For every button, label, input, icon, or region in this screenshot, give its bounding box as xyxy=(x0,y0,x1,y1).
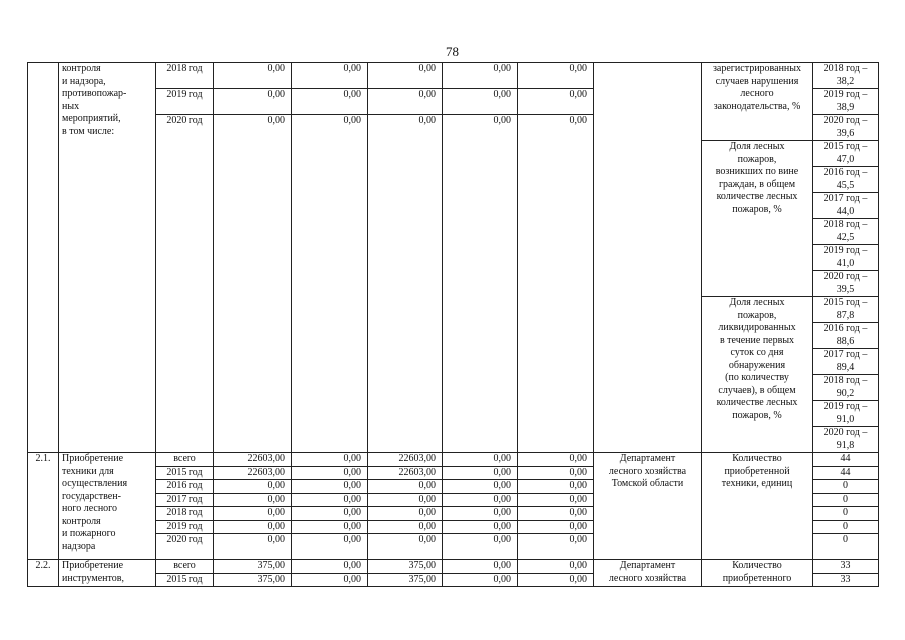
local-cell: 0,00 xyxy=(443,480,518,494)
local-cell: 0,00 xyxy=(443,453,518,467)
total-cell: 0,00 xyxy=(214,89,292,115)
total-cell: 0,00 xyxy=(214,534,292,560)
federal-cell: 0,00 xyxy=(292,63,368,89)
regional-cell: 0,00 xyxy=(368,534,443,560)
indicator-name: зарегистрированных случаев нарушения лесного законодательства, % xyxy=(702,63,813,141)
year-cell: 2019 год xyxy=(156,89,214,115)
extra-cell: 0,00 xyxy=(518,466,594,480)
year-cell: 2017 год xyxy=(156,493,214,507)
indicator-value: 2018 год – 42,5 xyxy=(813,219,879,245)
indicator-value: 2017 год – 89,4 xyxy=(813,349,879,375)
executor-cell: Департамент лесного хозяйства xyxy=(594,560,702,587)
year-cell: 2018 год xyxy=(156,63,214,89)
federal-cell: 0,00 xyxy=(292,534,368,560)
local-cell: 0,00 xyxy=(443,534,518,560)
year-cell: 2016 год xyxy=(156,480,214,494)
extra-cell: 0,00 xyxy=(518,507,594,521)
regional-cell: 0,00 xyxy=(368,493,443,507)
local-cell: 0,00 xyxy=(443,466,518,480)
year-cell: 2020 год xyxy=(156,534,214,560)
indicator-value: 33 xyxy=(813,560,879,574)
indicator-value: 0 xyxy=(813,520,879,534)
table-row xyxy=(28,560,879,574)
regional-cell: 22603,00 xyxy=(368,466,443,480)
indicator-value: 2015 год – 87,8 xyxy=(813,297,879,323)
total-cell: 22603,00 xyxy=(214,466,292,480)
extra-cell: 0,00 xyxy=(518,493,594,507)
year-cell: 2015 год xyxy=(156,466,214,480)
indicator-value: 0 xyxy=(813,493,879,507)
federal-cell: 0,00 xyxy=(292,466,368,480)
extra-cell: 0,00 xyxy=(518,115,594,453)
indicator-value: 2020 год – 39,5 xyxy=(813,271,879,297)
indicator-value: 2020 год – 39,6 xyxy=(813,115,879,141)
total-cell: 0,00 xyxy=(214,493,292,507)
indicator-name: Доля лесных пожаров, возникших по вине граждан, в общем количестве лесных пожаров, % xyxy=(702,141,813,297)
activity-name: Приобретение техники для осуществления государствен- ного лесного контроля и пожарного надзора xyxy=(59,453,156,560)
year-cell: 2015 год xyxy=(156,573,214,587)
executor-cell xyxy=(594,63,702,453)
regional-cell: 0,00 xyxy=(368,115,443,453)
extra-cell: 0,00 xyxy=(518,520,594,534)
federal-cell: 0,00 xyxy=(292,573,368,587)
extra-cell: 0,00 xyxy=(518,534,594,560)
year-cell: всего xyxy=(156,560,214,574)
regional-cell: 0,00 xyxy=(368,63,443,89)
local-cell: 0,00 xyxy=(443,520,518,534)
federal-cell: 0,00 xyxy=(292,507,368,521)
year-cell: всего xyxy=(156,453,214,467)
indicator-value: 0 xyxy=(813,534,879,560)
local-cell: 0,00 xyxy=(443,560,518,574)
indicator-name: Количество приобретенного xyxy=(702,560,813,587)
indicator-value: 2018 год – 38,2 xyxy=(813,63,879,89)
activity-name: контроля и надзора, противопожар- ных мероприятий, в том числе: xyxy=(59,63,156,453)
total-cell: 0,00 xyxy=(214,480,292,494)
item-number: 2.2. xyxy=(28,560,59,587)
total-cell: 0,00 xyxy=(214,520,292,534)
indicator-value: 2020 год – 91,8 xyxy=(813,427,879,453)
local-cell: 0,00 xyxy=(443,573,518,587)
federal-cell: 0,00 xyxy=(292,520,368,534)
total-cell: 22603,00 xyxy=(214,453,292,467)
indicator-value: 33 xyxy=(813,573,879,587)
extra-cell: 0,00 xyxy=(518,560,594,574)
indicator-value: 2018 год – 90,2 xyxy=(813,375,879,401)
federal-cell: 0,00 xyxy=(292,480,368,494)
local-cell: 0,00 xyxy=(443,507,518,521)
extra-cell: 0,00 xyxy=(518,89,594,115)
regional-cell: 0,00 xyxy=(368,507,443,521)
extra-cell: 0,00 xyxy=(518,63,594,89)
indicator-value: 2019 год – 91,0 xyxy=(813,401,879,427)
page-number: 78 xyxy=(446,44,459,59)
total-cell: 375,00 xyxy=(214,560,292,574)
local-cell: 0,00 xyxy=(443,115,518,453)
regional-cell: 0,00 xyxy=(368,89,443,115)
regional-cell: 375,00 xyxy=(368,573,443,587)
indicator-value: 44 xyxy=(813,453,879,467)
total-cell: 0,00 xyxy=(214,63,292,89)
indicator-value: 2016 год – 88,6 xyxy=(813,323,879,349)
indicator-value: 44 xyxy=(813,466,879,480)
executor-cell: Департамент лесного хозяйства Томской области xyxy=(594,453,702,560)
extra-cell: 0,00 xyxy=(518,453,594,467)
regional-cell: 375,00 xyxy=(368,560,443,574)
federal-cell: 0,00 xyxy=(292,89,368,115)
indicator-name: Доля лесных пожаров, ликвидированных в течение первых суток со дня обнаружения (по количеству случаев), в общем количестве лесных пожаров, % xyxy=(702,297,813,453)
indicator-value: 2015 год – 47,0 xyxy=(813,141,879,167)
year-cell: 2019 год xyxy=(156,520,214,534)
federal-cell: 0,00 xyxy=(292,493,368,507)
year-cell: 2020 год xyxy=(156,115,214,453)
federal-cell: 0,00 xyxy=(292,560,368,574)
regional-cell: 22603,00 xyxy=(368,453,443,467)
indicator-value: 2019 год – 41,0 xyxy=(813,245,879,271)
indicator-value: 2016 год – 45,5 xyxy=(813,167,879,193)
table-row xyxy=(28,63,879,89)
item-number: 2.1. xyxy=(28,453,59,560)
local-cell: 0,00 xyxy=(443,493,518,507)
table-row xyxy=(28,453,879,467)
indicator-value: 2019 год – 38,9 xyxy=(813,89,879,115)
extra-cell: 0,00 xyxy=(518,480,594,494)
local-cell: 0,00 xyxy=(443,89,518,115)
indicator-value: 2017 год – 44,0 xyxy=(813,193,879,219)
extra-cell: 0,00 xyxy=(518,573,594,587)
federal-cell: 0,00 xyxy=(292,115,368,453)
indicator-value: 0 xyxy=(813,507,879,521)
regional-cell: 0,00 xyxy=(368,520,443,534)
total-cell: 375,00 xyxy=(214,573,292,587)
indicator-value: 0 xyxy=(813,480,879,494)
year-cell: 2018 год xyxy=(156,507,214,521)
activity-name: Приобретение инструментов, xyxy=(59,560,156,587)
program-table xyxy=(27,62,879,587)
num-cell xyxy=(28,63,59,453)
local-cell: 0,00 xyxy=(443,63,518,89)
total-cell: 0,00 xyxy=(214,115,292,453)
federal-cell: 0,00 xyxy=(292,453,368,467)
total-cell: 0,00 xyxy=(214,507,292,521)
indicator-name: Количество приобретенной техники, единиц xyxy=(702,453,813,560)
regional-cell: 0,00 xyxy=(368,480,443,494)
